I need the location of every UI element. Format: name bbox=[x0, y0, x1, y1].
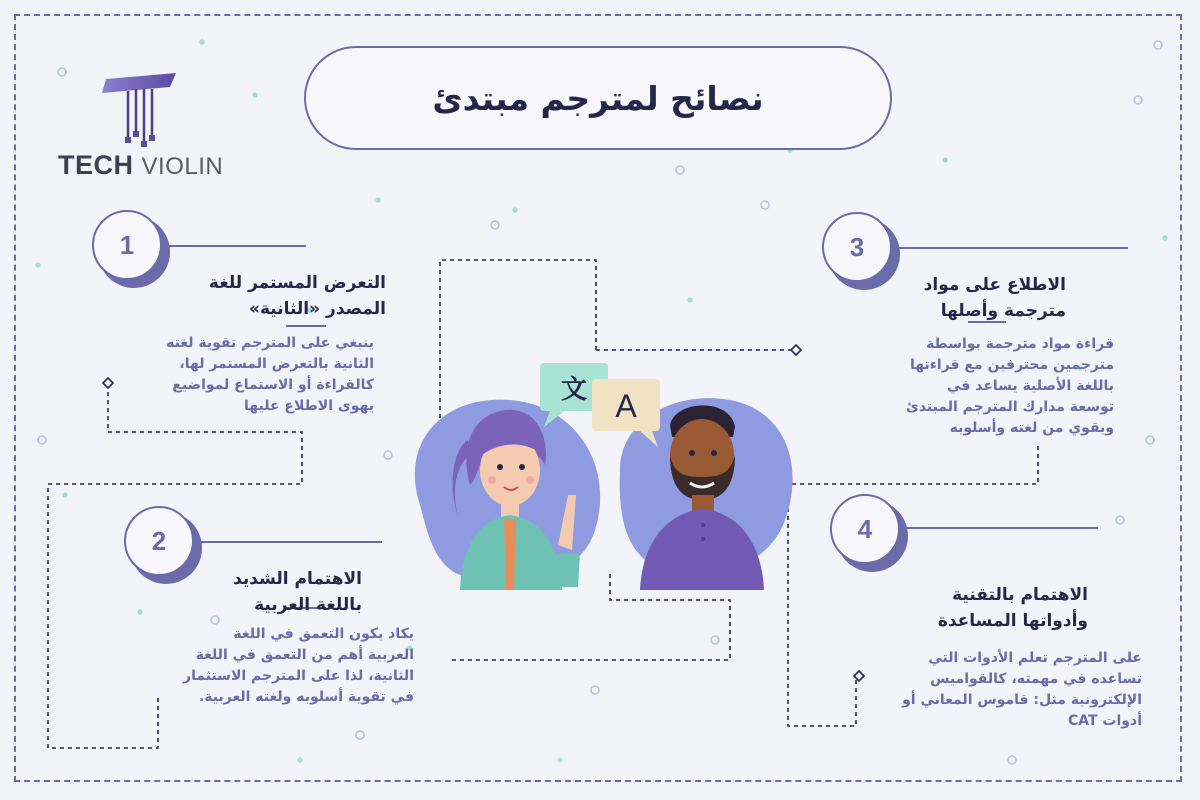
tip-2-body-line: الثانية، لذا على المترجم الاستثمار bbox=[183, 668, 414, 684]
tip-2-heading bbox=[62, 566, 362, 618]
tip-4-number-badge bbox=[830, 494, 914, 578]
bubble-letter bbox=[592, 379, 660, 447]
logo-word-tech: TECH bbox=[58, 150, 134, 180]
tip-2-body-line: في تقوية أسلوبه ولغته العربية. bbox=[198, 689, 414, 705]
tip-3-body-line: مترجمين محترفين مع قراءتها bbox=[910, 357, 1114, 373]
tip-3-body bbox=[814, 334, 1114, 439]
page-title: نصائح لمترجم مبتدئ bbox=[432, 78, 764, 118]
tip-1-number: 1 bbox=[92, 210, 162, 280]
tip-4-heading bbox=[828, 582, 1088, 634]
tip-1-body-line: الثانية بالتعرض المستمر لها، bbox=[179, 356, 374, 372]
tip-2-body-line: العربية أهم من التعمق في اللغة bbox=[195, 647, 414, 663]
tip-4-number: 4 bbox=[830, 494, 900, 564]
tip-1-body-line: يهوى الاطلاع عليها bbox=[244, 398, 374, 414]
tip-2-body bbox=[94, 624, 414, 708]
translators-illustration bbox=[400, 355, 800, 595]
tip-1-heading-line2: المصدر «الثانية» bbox=[248, 299, 386, 319]
tip-2-number: 2 bbox=[124, 506, 194, 576]
tip-3-heading-line1: الاطلاع على مواد bbox=[923, 275, 1066, 295]
tip-3-body-line: باللغة الأصلية يساعد في bbox=[947, 378, 1114, 394]
logo-word-violin: VIOLIN bbox=[141, 153, 224, 180]
tip-3-body-line: ويقوي من لغته وأسلوبه bbox=[949, 420, 1114, 436]
tip-4-body-line: تساعده في مهمته، كالقواميس bbox=[930, 671, 1142, 687]
translate-icon: 文 bbox=[560, 375, 588, 405]
tip-4-body bbox=[842, 648, 1142, 732]
tip-3-number: 3 bbox=[822, 212, 892, 282]
tip-2-body-line: يكاد يكون التعمق في اللغة bbox=[233, 626, 414, 642]
tip-3-heading-line2: مترجمة وأصلها bbox=[940, 301, 1066, 321]
tip-4-body-line: على المترجم تعلم الأدوات التي bbox=[928, 650, 1142, 666]
tip-4-heading-line2: وأدواتها المساعدة bbox=[937, 611, 1088, 631]
tip-1-heading-line1: التعرض المستمر للغة bbox=[208, 273, 386, 293]
tip-4-body-line: أدوات CAT bbox=[1067, 713, 1142, 729]
tip-3-body-line: توسعة مدارك المترجم المبتدئ bbox=[906, 399, 1114, 415]
tip-1-body-line: ينبغي على المترجم تقوية لغته bbox=[166, 335, 374, 351]
title-banner bbox=[304, 46, 892, 150]
tip-4-heading-line1: الاهتمام بالتقنية bbox=[952, 585, 1088, 605]
tip-1-body-line: كالقراءة أو الاستماع لمواضيع bbox=[172, 377, 374, 393]
tip-4-body-line: الإلكترونية مثل: قاموس المعاني أو bbox=[902, 692, 1142, 708]
logo-wordmark bbox=[58, 150, 223, 181]
tip-1-body bbox=[54, 333, 374, 417]
tip-3-body-line: قراءة مواد مترجمة بواسطة bbox=[926, 336, 1114, 352]
tip-2-heading-line1: الاهتمام الشديد bbox=[233, 569, 362, 589]
letter-a-icon: A bbox=[615, 388, 637, 424]
tip-2-heading-line2: باللغة العربية bbox=[254, 595, 362, 615]
